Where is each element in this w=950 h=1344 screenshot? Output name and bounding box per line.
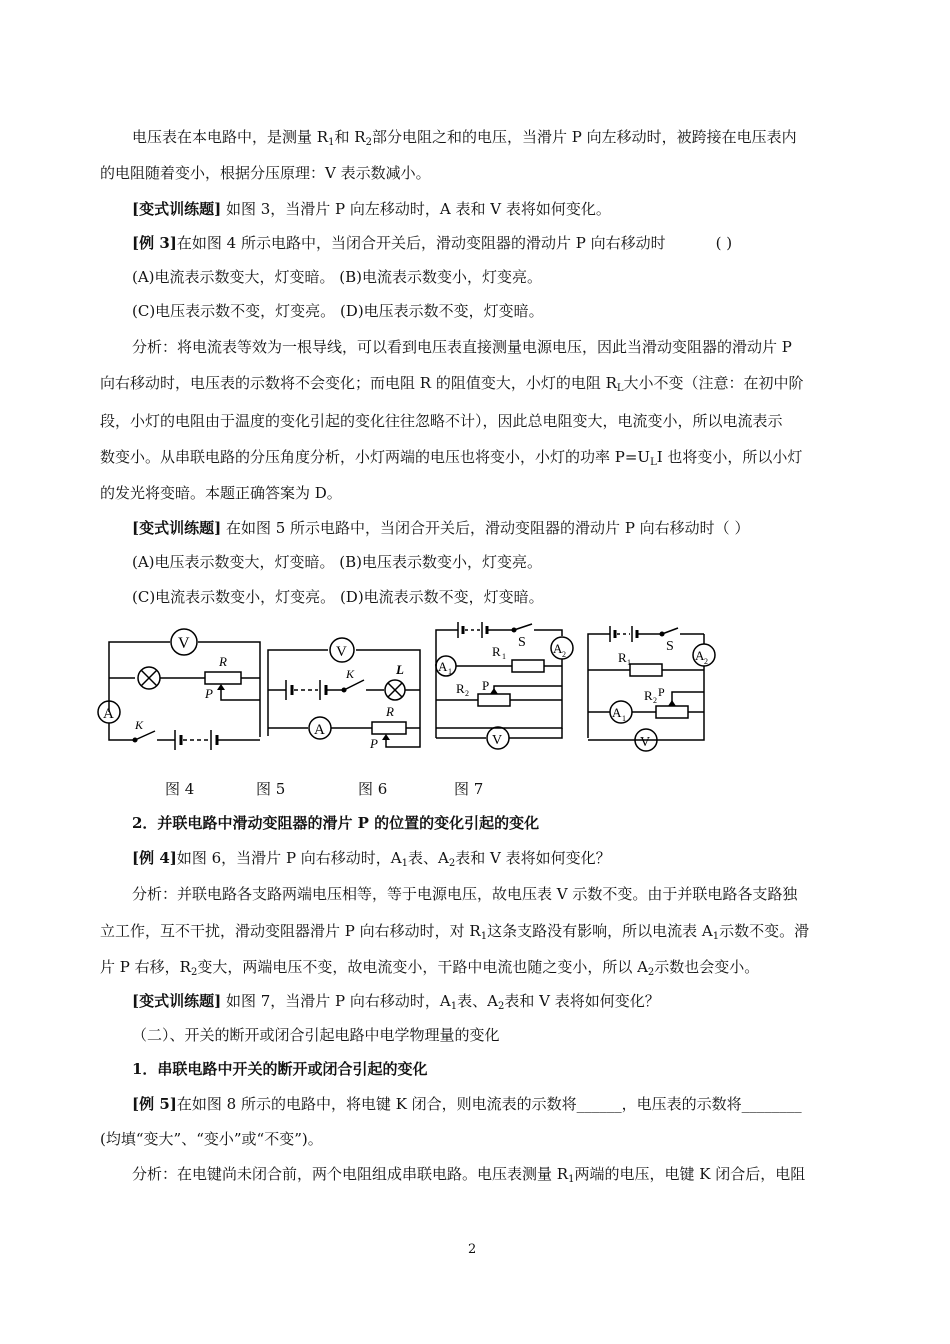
svg-text:R: R: [644, 688, 653, 703]
analysis-4-line-2: 立工作，互不干扰，滑动变阻器滑片 P 向右移动时，对 $R_1$这条支路没有影响，所以电流表 $A_1$示数不变。滑: [100, 922, 810, 942]
svg-text:A: A: [438, 659, 448, 674]
rheostat-symbol: [372, 722, 406, 734]
slider-label: P: [205, 686, 213, 701]
example-5-question: [例 5]在如图 8 所示的电路中，将电键 K 闭合，则电流表的示数将______，电压表的示数将________: [132, 1095, 802, 1113]
svg-text:1: 1: [502, 652, 506, 661]
analysis-4-line-1: 分析：并联电路各支路两端电压相等，等于电源电压，故电压表 V 示数不变。由于并联电路各支路独: [132, 885, 798, 903]
section-heading-3: 1．串联电路中开关的断开或闭合引起的变化: [132, 1060, 428, 1078]
svg-text:A: A: [314, 722, 325, 738]
resistor-r1-symbol: [630, 664, 662, 676]
svg-text:R: R: [492, 644, 501, 659]
analysis-3-line-2: 向右移动时，电压表的示数将不会变化；而电阻 R 的阻值变大，小灯的电阻 $R_L$大小不变（注意：在初中阶: [100, 374, 804, 394]
analysis-4-line-3: 片 P 右移，$R_2$变大，两端电压不变，故电流变小，干路中电流也随之变小，所以 $A_2$示数也会变小。: [100, 958, 760, 978]
circuit-figure-6: [432, 620, 582, 754]
ammeter-label: A: [103, 706, 114, 722]
svg-text:R: R: [386, 704, 394, 719]
training-question-1: [变式训练题] 如图 3，当滑片 P 向左移动时，A 表和 V 表将如何变化。: [132, 200, 611, 218]
analysis-5-line-1: 分析：在电键尚未闭合前，两个电阻组成串联电路。电压表测量 $R_1$两端的电压，电键 K 闭合后，电阻: [132, 1165, 806, 1185]
svg-text:L: L: [396, 662, 404, 677]
training-question-2: [变式训练题] 在如图 5 所示电路中，当闭合开关后，滑动变阻器的滑动片 P 向右移动时（ ）: [132, 519, 750, 537]
svg-text:P: P: [658, 685, 665, 699]
svg-text:V: V: [336, 644, 347, 660]
svg-text:V: V: [640, 735, 651, 750]
analysis-3-line-5: 的发光将变暗。本题正确答案为 D。: [100, 484, 342, 502]
para-1-line-2: 的电阻随着变小，根据分压原理：V 表示数减小。: [100, 164, 431, 182]
caption-figure-5: 图 5: [256, 780, 286, 798]
caption-figure-7: 图 7: [454, 780, 484, 798]
caption-figure-6: 图 6: [358, 780, 388, 798]
training-question-3: [变式训练题] 如图 7，当滑片 P 向右移动时，$A_1$表、$A_2$表和 V 表将如何变化？: [132, 992, 660, 1012]
svg-text:V: V: [492, 733, 503, 748]
circuit-figure-5: [268, 636, 428, 754]
svg-text:1: 1: [622, 714, 626, 723]
para-1-line-1: 电压表在本电路中，是测量 $R_1$和 $R_2$部分电阻之和的电压，当滑片 P 向左移动时，被跨接在电压表内: [132, 128, 797, 148]
example-3-options-ab: (A)电流表示数变大，灯变暗。 (B)电流表示数变小，灯变亮。: [132, 268, 543, 286]
example-3-question: [例 3]在如图 4 所示电路中，当闭合开关后，滑动变阻器的滑动片 P 向右移动时 ( ): [132, 234, 733, 252]
training-2-options-ab: (A)电压表示数变大，灯变暗。 (B)电压表示数变小，灯变亮。: [132, 553, 543, 571]
rheostat-r2-symbol: [478, 694, 510, 706]
analysis-3-line-4: 数变小。从串联电路的分压角度分析，小灯两端的电压也将变小，小灯的功率 $P=U_LI$ 也将变小，所以小灯: [100, 448, 803, 468]
rheostat-label: R: [219, 654, 227, 669]
svg-text:R: R: [618, 650, 627, 665]
svg-text:2: 2: [653, 696, 657, 705]
rheostat-symbol: [205, 672, 241, 684]
svg-text:P: P: [370, 736, 378, 751]
svg-text:1: 1: [448, 667, 452, 676]
caption-figure-4: 图 4: [165, 780, 195, 798]
svg-text:2: 2: [562, 650, 566, 659]
page-number: 2: [468, 1242, 477, 1257]
svg-text:2: 2: [465, 689, 469, 698]
resistor-r1-symbol: [512, 660, 544, 672]
svg-text:S: S: [666, 639, 674, 654]
svg-text:S: S: [518, 635, 526, 650]
circuit-figure-7: [584, 624, 724, 754]
voltmeter-label: V: [178, 635, 190, 652]
svg-text:2: 2: [704, 657, 708, 666]
svg-text:P: P: [482, 678, 490, 693]
svg-text:A: A: [553, 641, 563, 656]
svg-text:R: R: [456, 681, 465, 696]
svg-text:K: K: [346, 667, 355, 681]
switch-label: K: [135, 718, 144, 732]
svg-text:1: 1: [627, 658, 631, 667]
example-5-instruction: (均填“变大”、“变小”或“不变”)。: [100, 1130, 323, 1148]
chapter-heading-2: （二）、开关的断开或闭合引起电路中电学物理量的变化: [132, 1026, 500, 1044]
analysis-3-line-1: 分析：将电流表等效为一根导线，可以看到电压表直接测量电源电压，因此当滑动变阻器的滑动片 P: [132, 338, 792, 356]
svg-text:A: A: [612, 705, 622, 720]
section-heading-2: 2．并联电路中滑动变阻器的滑片 P 的位置的变化引起的变化: [132, 814, 540, 832]
analysis-3-line-3: 段，小灯的电阻由于温度的变化引起的变化往往忽略不计），因此总电阻变大，电流变小，所以电流表示: [100, 412, 783, 430]
svg-text:A: A: [695, 648, 705, 663]
example-3-options-cd: (C)电压表示数不变，灯变亮。 (D)电压表示数不变，灯变暗。: [132, 302, 544, 320]
training-2-options-cd: (C)电流表示数变小，灯变亮。 (D)电流表示数不变，灯变暗。: [132, 588, 544, 606]
circuit-figure-4: [95, 622, 265, 752]
rheostat-r2-symbol: [656, 706, 688, 718]
example-4-question: [例 4]如图 6，当滑片 P 向右移动时，$A_1$表、$A_2$表和 V 表将如何变化？: [132, 849, 611, 869]
